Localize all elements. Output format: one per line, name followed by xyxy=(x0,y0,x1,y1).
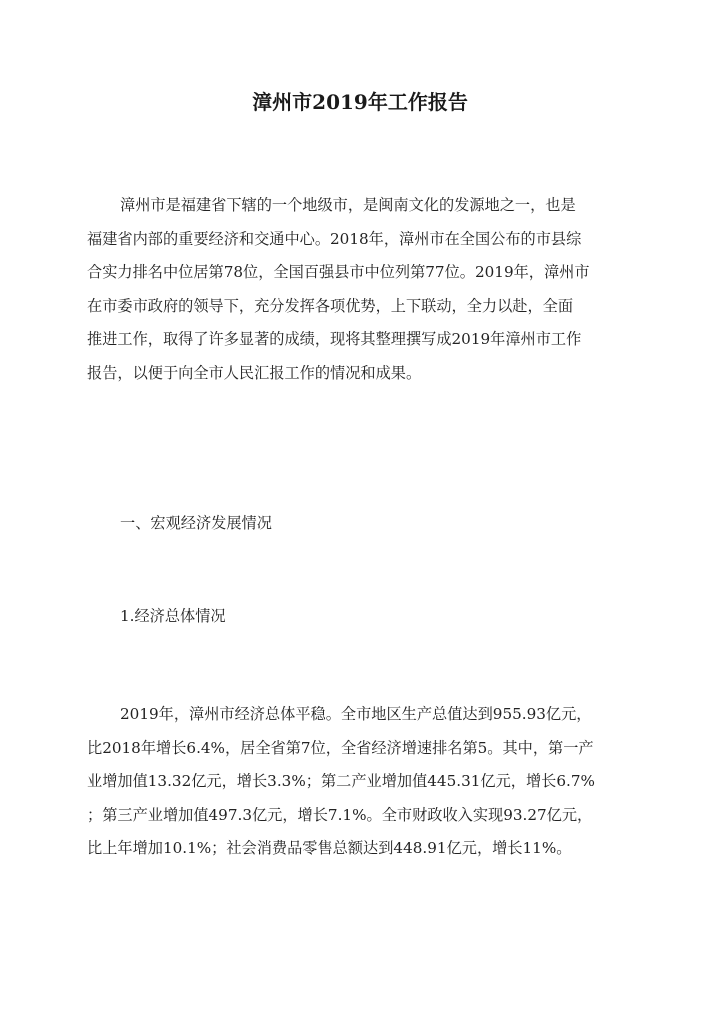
economy-paragraph xyxy=(87,698,633,866)
economy-line: 业增加值13.32亿元，增长3.3%；第二产业增加值445.31亿元，增长6.7% xyxy=(87,772,595,790)
economy-line: ；第三产业增加值497.3亿元，增长7.1%。全市财政收入实现93.27亿元， xyxy=(87,805,593,824)
intro-line: 报告，以便于向全市人民汇报工作的情况和成果。 xyxy=(87,363,422,382)
subsection-heading: 1.经济总体情况 xyxy=(120,607,226,625)
economy-line: 2019年，漳州市经济总体平稳。全市地区生产总值达到955.93亿元， xyxy=(120,705,592,723)
intro-line: 漳州市是福建省下辖的一个地级市，是闽南文化的发源地之一，也是 xyxy=(120,196,576,214)
document-title: 漳州市2019年工作报告 xyxy=(252,90,468,114)
economy-line: 比2018年增长6.4%，居全省第7位，全省经济增速排名第5。其中，第一产 xyxy=(87,738,594,757)
intro-line: 合实力排名中位居第78位，全国百强县市中位列第77位。2019年，漳州市 xyxy=(87,263,590,281)
intro-paragraph xyxy=(87,189,633,390)
intro-line: 福建省内部的重要经济和交通中心。2018年，漳州市在全国公布的市县综 xyxy=(87,229,582,248)
intro-line: 推进工作，取得了许多显著的成绩，现将其整理撰写成2019年漳州市工作 xyxy=(87,330,582,348)
section-heading: 一、宏观经济发展情况 xyxy=(120,514,272,532)
intro-line: 在市委市政府的领导下，充分发挥各项优势，上下联动，全力以赴，全面 xyxy=(87,296,573,315)
economy-line: 比上年增加10.1%；社会消费品零售总额达到448.91亿元，增长11%。 xyxy=(87,839,572,857)
